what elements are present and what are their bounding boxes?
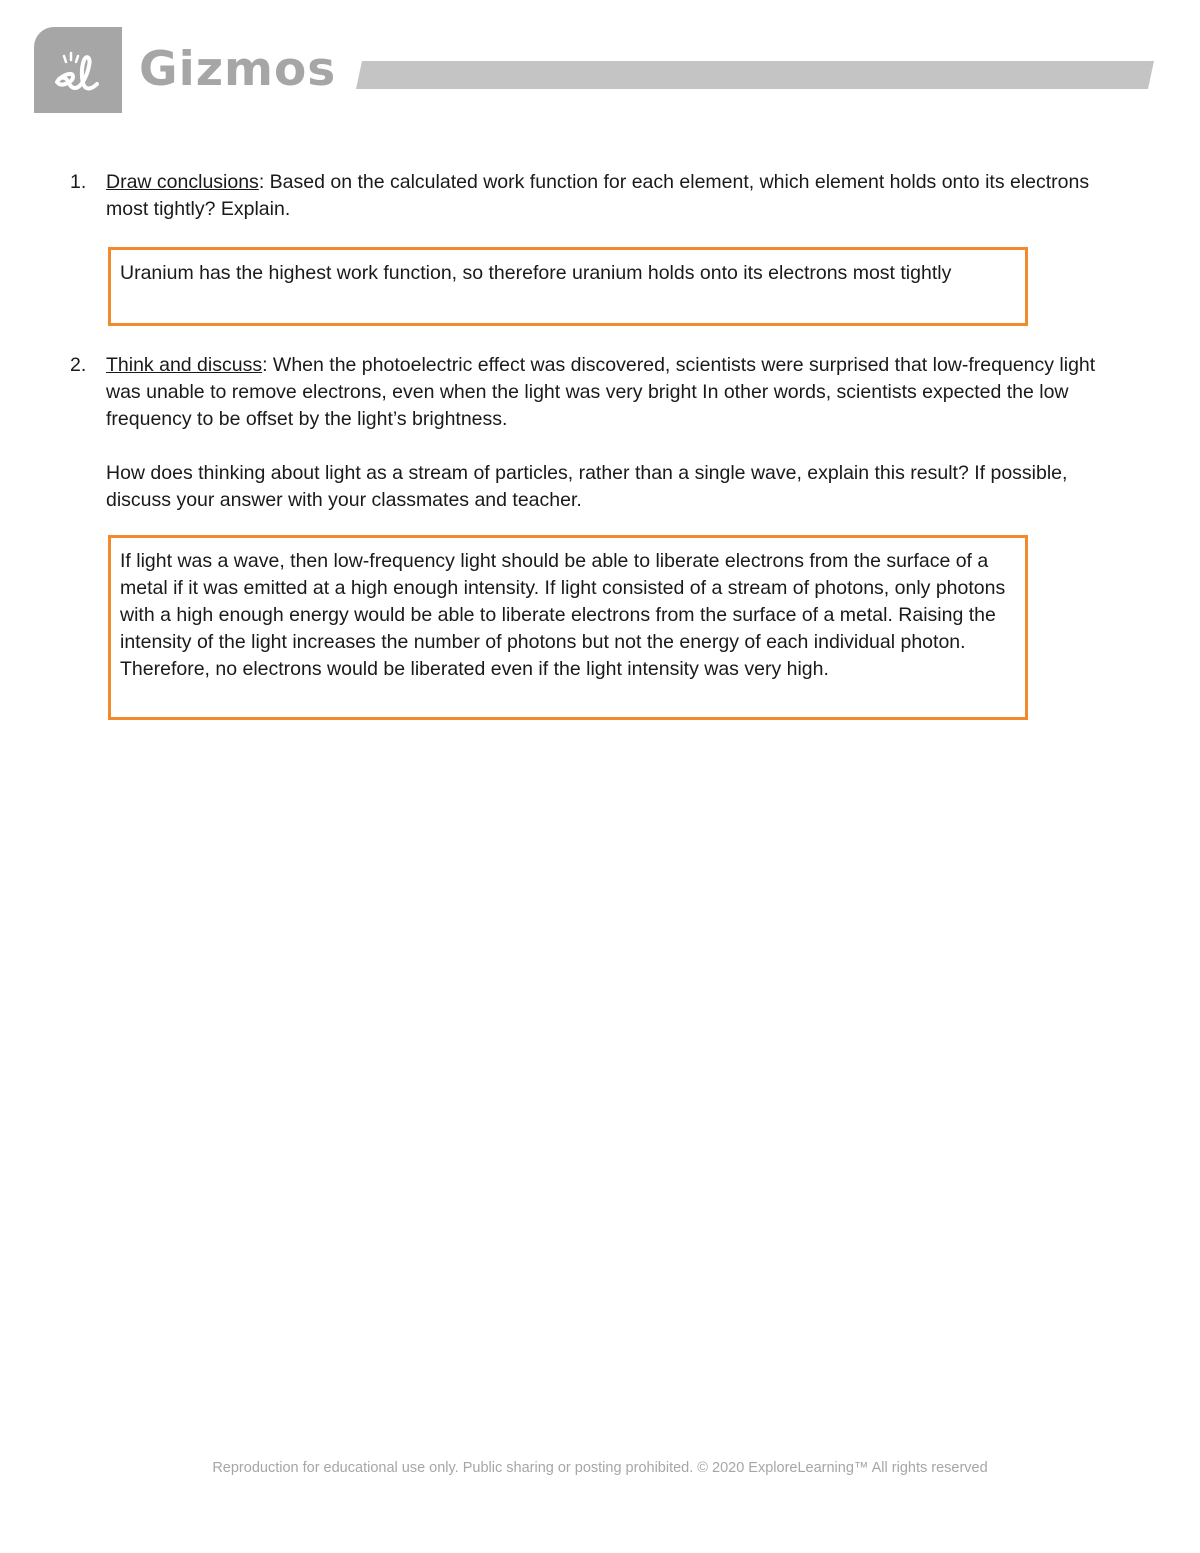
question-prompt (106, 169, 1130, 223)
brand-name: Gizmos (139, 42, 337, 97)
question-lead: Draw conclusions (106, 171, 259, 193)
question-number: 2. (70, 354, 87, 376)
question-prompt (106, 352, 1096, 433)
question-1 (70, 169, 1130, 223)
explorelearning-logo (34, 27, 122, 113)
question-followup: How does thinking about light as a stream of particles, rather than a single wave, explain this result? If possible, discuss your answer with your classmates and teacher. (106, 462, 1068, 511)
question-text: : Based on the calculated work function for each element, which element holds onto its electrons most tightly? Explain. (106, 171, 1090, 220)
question-text: : When the photoelectric effect was discovered, scientists were surprised that low-frequency light was unable to remove electrons, even when the light was very bright In other words, scientists expected the low frequency to be offset by the light’s brightness. (106, 354, 1096, 430)
question-lead: Think and discuss (106, 354, 263, 376)
question-number: 1. (70, 171, 87, 193)
answer-text: If light was a wave, then low-frequency light should be able to liberate electrons from the surface of a metal if it was emitted at a high enough intensity. If light consisted of a stream of photons, only photons with a high enough energy would be able to liberate electrons from the surface of a metal. Raising the intensity of the light increases the number of photons but not the energy of each individual photon. Therefore, no electrons would be liberated even if the light intensity was very high. (120, 550, 1006, 680)
el-logo-icon (47, 42, 109, 98)
answer-box-1[interactable] (108, 247, 1028, 326)
answer-box-2[interactable] (108, 535, 1028, 720)
header-divider-bar (356, 61, 1154, 89)
question-2 (70, 352, 1130, 514)
footer-copyright: Reproduction for educational use only. Public sharing or posting prohibited. © 2020 ExploreLearning™ All rights reserved (212, 1460, 988, 1476)
answer-text: Uranium has the highest work function, so therefore uranium holds onto its electrons most tightly (120, 262, 952, 284)
